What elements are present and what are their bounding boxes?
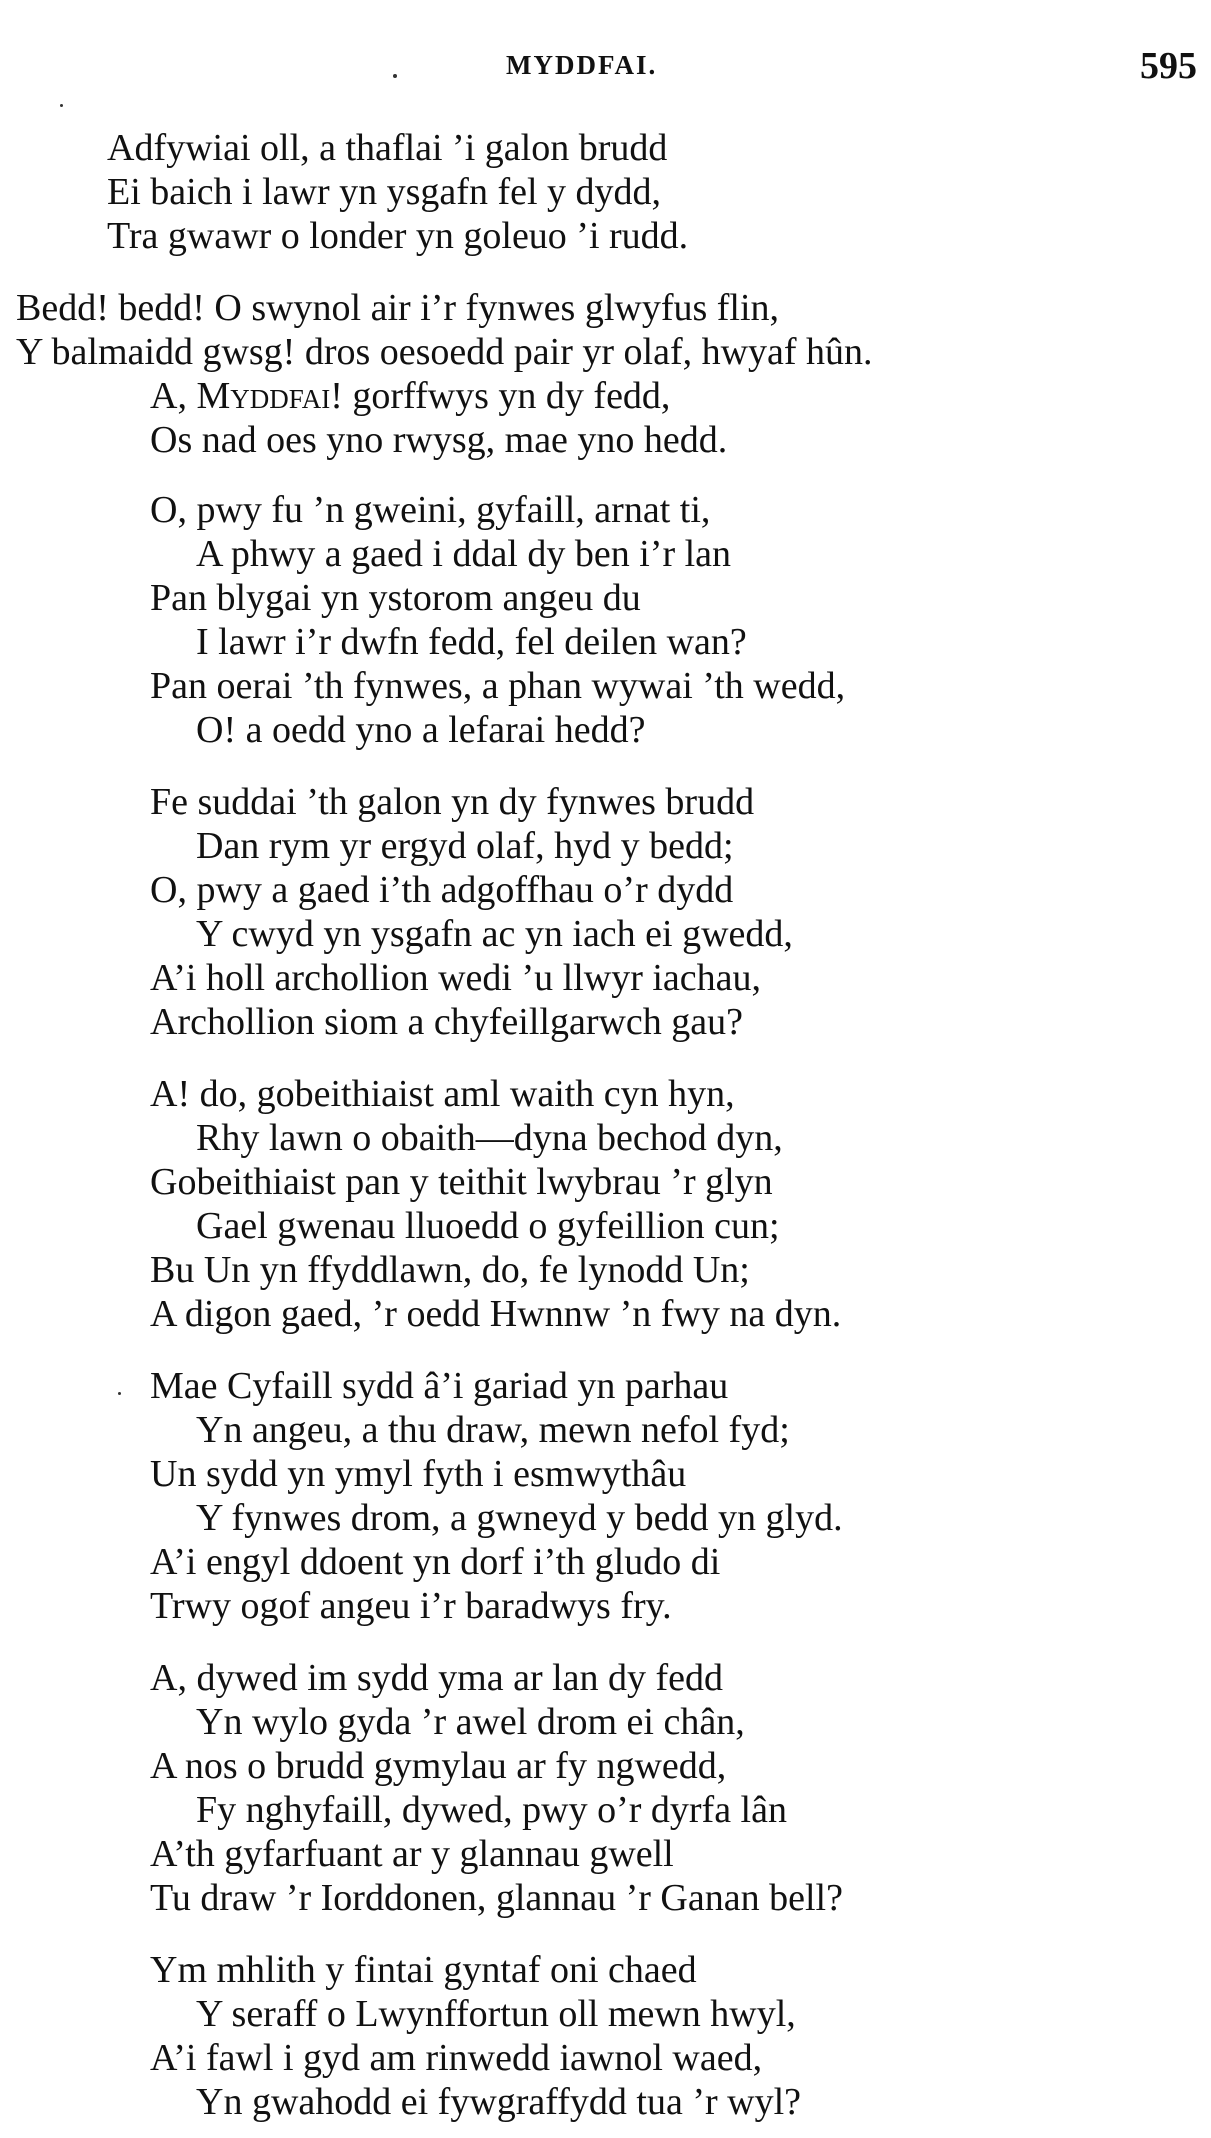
- print-speck: [118, 1392, 121, 1395]
- verse-line: O, pwy a gaed i’th adgoffhau o’r dydd: [150, 869, 734, 911]
- verse-fragment: A,: [150, 375, 197, 417]
- verse-line: Gael gwenau lluoedd o gyfeillion cun;: [196, 1205, 780, 1247]
- stanza-8: [150, 1656, 843, 1920]
- stanza-9: [150, 1948, 801, 2124]
- verse-line: O, pwy fu ’n gweini, gyfaill, arnat ti,: [150, 489, 711, 531]
- place-name: Myddfai: [196, 375, 331, 417]
- verse-line: Bu Un yn ffyddlawn, do, fe lynodd Un;: [150, 1249, 750, 1291]
- verse-line: Pan blygai yn ystorom angeu du: [150, 577, 641, 619]
- verse-line: Bedd! bedd! O swynol air i’r fynwes glwyfus flin,: [16, 287, 780, 329]
- verse-line: Y seraff o Lwynffortun oll mewn hwyl,: [196, 1993, 796, 2035]
- verse-line: Dan rym yr ergyd olaf, hyd y bedd;: [196, 825, 734, 867]
- verse-line: A nos o brudd gymylau ar fy ngwedd,: [150, 1745, 727, 1787]
- verse-line: Trwy ogof angeu i’r baradwys fry.: [150, 1585, 672, 1627]
- verse-line: Tu draw ’r Iorddonen, glannau ’r Ganan bell?: [150, 1877, 843, 1919]
- verse-line: Ei baich i lawr yn ysgafn fel y dydd,: [107, 171, 662, 213]
- verse-line: Tra gwawr o londer yn goleuo ’i rudd.: [107, 215, 689, 257]
- stanza-7: [150, 1364, 843, 1628]
- stanza-2: [16, 286, 873, 374]
- stanza-5: [150, 780, 793, 1044]
- verse-line: O! a oedd yno a lefarai hedd?: [196, 709, 646, 751]
- verse-line: Yn gwahodd ei fywgraffydd tua ’r wyl?: [196, 2081, 802, 2123]
- verse-line: A phwy a gaed i ddal dy ben i’r lan: [196, 533, 732, 575]
- verse-line: Os nad oes yno rwysg, mae yno hedd.: [150, 419, 728, 461]
- verse-line: Adfywiai oll, a thaflai ’i galon brudd: [107, 127, 668, 169]
- stanza-3: [150, 374, 727, 462]
- running-title: MYDDFAI.: [506, 50, 658, 80]
- verse-line: Yn angeu, a thu draw, mewn nefol fyd;: [196, 1409, 790, 1451]
- verse-line: Y balmaidd gwsg! dros oesoedd pair yr olaf, hwyaf hûn.: [16, 331, 873, 373]
- verse-line: Mae Cyfaill sydd â’i gariad yn parhau: [150, 1365, 729, 1407]
- print-speck: [60, 104, 63, 107]
- verse-line: Gobeithiaist pan y teithit lwybrau ’r glyn: [150, 1161, 773, 1203]
- verse-line: A digon gaed, ’r oedd Hwnnw ’n fwy na dyn.: [150, 1293, 842, 1335]
- stanza-1: [107, 126, 688, 258]
- page-number: 595: [1140, 45, 1197, 87]
- verse-line: Yn wylo gyda ’r awel drom ei chân,: [196, 1701, 745, 1743]
- verse-fragment: ! gorffwys yn dy fedd,: [330, 375, 671, 417]
- verse-line: Y cwyd yn ysgafn ac yn iach ei gwedd,: [196, 913, 793, 955]
- verse-line: Fe suddai ’th galon yn dy fynwes brudd: [150, 781, 755, 823]
- verse-line: A, dywed im sydd yma ar lan dy fedd: [150, 1657, 724, 1699]
- running-head: [0, 44, 1211, 87]
- verse-line: A’i engyl ddoent yn dorf i’th gludo di: [150, 1541, 721, 1583]
- verse-line: Archollion siom a chyfeillgarwch gau?: [150, 1001, 744, 1043]
- verse-line: A’i holl archollion wedi ’u llwyr iachau,: [150, 957, 762, 999]
- verse-line: Y fynwes drom, a gwneyd y bedd yn glyd.: [196, 1497, 843, 1539]
- verse-line: Un sydd yn ymyl fyth i esmwythâu: [150, 1453, 687, 1495]
- verse-line: Ym mhlith y fintai gyntaf oni chaed: [150, 1949, 697, 1991]
- verse-line: I lawr i’r dwfn fedd, fel deilen wan?: [196, 621, 747, 663]
- verse-line-myddfai: [150, 374, 727, 418]
- verse-line: Pan oerai ’th fynwes, a phan wywai ’th wedd,: [150, 665, 846, 707]
- verse-line: A! do, gobeithiaist aml waith cyn hyn,: [150, 1073, 735, 1115]
- print-speck: [393, 74, 397, 78]
- stanza-4: [150, 488, 845, 752]
- verse-line: A’th gyfarfuant ar y glannau gwell: [150, 1833, 674, 1875]
- stanza-6: [150, 1072, 841, 1336]
- verse-line: A’i fawl i gyd am rinwedd iawnol waed,: [150, 2037, 763, 2079]
- verse-line: Rhy lawn o obaith—dyna bechod dyn,: [196, 1117, 783, 1159]
- verse-line: Fy nghyfaill, dywed, pwy o’r dyrfa lân: [196, 1789, 787, 1831]
